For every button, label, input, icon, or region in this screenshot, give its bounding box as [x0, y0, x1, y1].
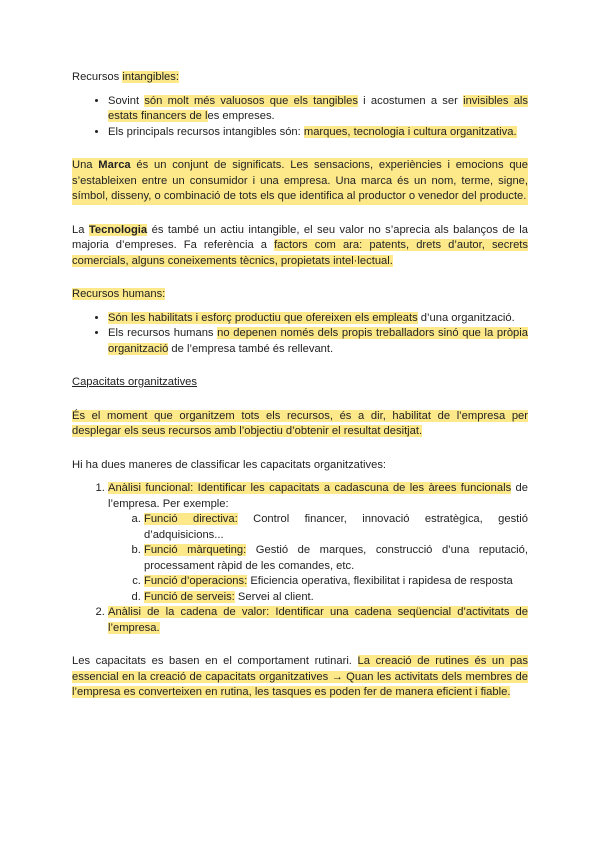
paragraph-marca: Una Marca és un conjunt de significats. Les sensacions, experiències i emocions que s’estableixen entre un consumidor i una empresa. Una marca és un nom, terme, signe, símbol, disseny, o combinació de tots els que identifica al productor o venedor del producte. [72, 158, 528, 205]
heading-org-capabilities: Capacitats organitzatives [72, 376, 197, 388]
paragraph-definition: És el moment que organitzem tots els recursos, és a dir, habilitat de l’empresa per desplegar els seus recursos amb l’objectiu d’obtenir el resultat desitjat. [72, 409, 528, 437]
list-item: c. Funció d’operacions: Eficiencia operativa, flexibilitat i rapidesa de resposta [144, 574, 528, 590]
classification-list [72, 481, 528, 636]
list-item: • Els recursos humans no depenen només dels propis treballadors sinó que la pròpia organització de l’empresa també és rellevant. [108, 326, 528, 357]
paragraph-intro: Hi ha dues maneres de classificar les capacitats organitzatives: [72, 458, 387, 471]
document-page [72, 70, 528, 701]
paragraph-tecnologia: La Tecnologia és també un actiu intangible, el seu valor no s’aprecia als balanços de la majoria d’empreses. Fa referència a factors com ara: patents, drets d’autor, secrets comercials, alguns coneixements tècnics, propietats intel·lectual. [72, 223, 529, 267]
heading-human-resources: Recursos humans: [72, 288, 166, 300]
list-item: b. Funció màrqueting: Gestió de marques, construcció d’una reputació, processament ràpid de les comandes, etc. [144, 543, 528, 574]
heading-intangible-resources: Recursos intangibles: [72, 71, 179, 83]
list-item: • Sovint són molt més valuosos que els tangibles i acostumen a ser invisibles als estats financers de les empreses. [108, 94, 528, 125]
list-item: 1. Anàlisi funcional: Identificar les capacitats a cadascuna de les àrees funcionals de l’empresa. Per exemple: a. Funció directiva: Control financer, innovació estratègica, gestió d’adquisicions... b. Funció màrqueting: Gestió de marques, construcció d’una reputació, processament ràpid de les comandes, etc. c. Funció d’operacions: Eficiencia operativa, flexibilitat i rapidesa de resposta d. Funció de serveis: Servei al client. [108, 481, 528, 605]
intangibles-list [72, 94, 528, 141]
list-item: d. Funció de serveis: Servei al client. [144, 590, 528, 606]
list-item: • Els principals recursos intangibles són: marques, tecnologia i cultura organitzativa. [108, 125, 528, 141]
human-resources-list [72, 311, 528, 358]
functions-sublist [108, 512, 528, 605]
list-item: • Són les habilitats i esforç productiu que ofereixen els empleats d’una organització. [108, 311, 528, 327]
list-item: 2. Anàlisi de la cadena de valor: Identificar una cadena seqüencial d’activitats de l’empresa. [108, 605, 528, 636]
list-item: a. Funció directiva: Control financer, innovació estratègica, gestió d’adquisicions... [144, 512, 528, 543]
paragraph-final: Les capacitats es basen en el comportament rutinari. La creació de rutines és un pas essencial en la creació de capacitats organitzatives → Quan les activitats dels membres de l’empresa es converteixen en rutina, les tasques es poden fer de manera eficient i fiable. [72, 655, 528, 698]
